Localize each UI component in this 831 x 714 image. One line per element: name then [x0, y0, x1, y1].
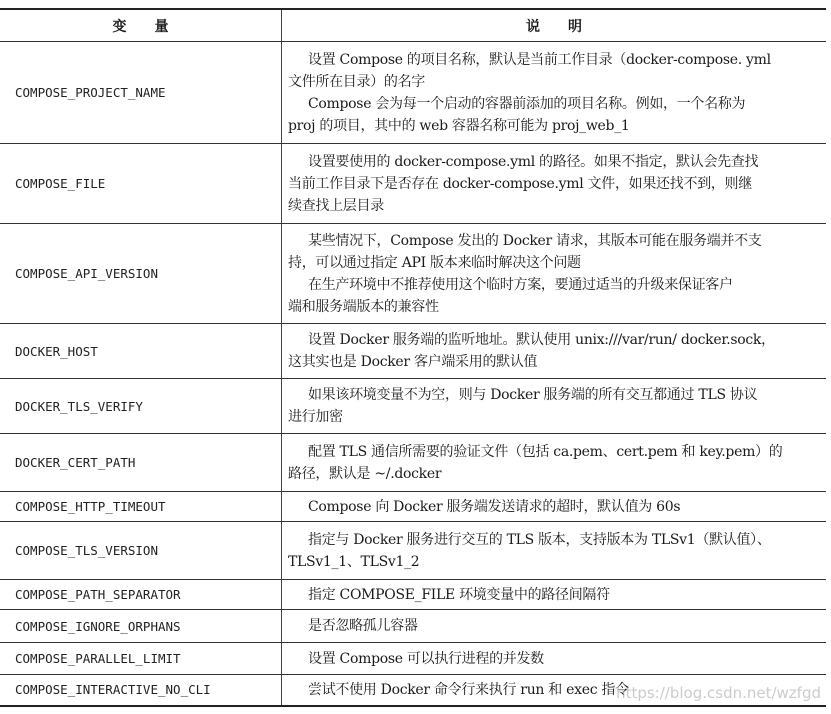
variable-description — [282, 643, 827, 675]
watermark: https://blog.csdn.net/wzfgd — [616, 684, 821, 702]
description-line: 是否忽略孤儿容器 — [308, 618, 418, 634]
description-line: 文件所在目录）的名字 — [288, 73, 425, 90]
table-row — [0, 522, 826, 580]
description-line: 续查找上层目录 — [288, 197, 384, 214]
variable-description — [282, 224, 827, 324]
table-row — [0, 492, 826, 522]
variable-description — [282, 580, 827, 610]
variable-name: DOCKER_HOST — [0, 324, 282, 379]
description-line: 设置要使用的 docker-compose.yml 的路径。如果不指定，默认会先查找 — [308, 153, 759, 170]
variable-description — [282, 379, 827, 434]
variable-description — [282, 324, 827, 379]
description-line: 某些情况下，Compose 发出的 Docker 请求，其版本可能在服务端并不支 — [308, 232, 762, 249]
table-row — [0, 379, 826, 434]
description-line: 端和服务端版本的兼容性 — [288, 298, 439, 315]
description-line: TLSv1_1、TLSv1_2 — [288, 553, 420, 570]
description-line: 配置 TLS 通信所需要的验证文件（包括 ca.pem、cert.pem 和 key.pem）的 — [308, 443, 783, 460]
table-row — [0, 144, 826, 224]
description-line: 这其实也是 Docker 客户端采用的默认值 — [288, 354, 538, 370]
column-header-description: 说 明 — [282, 9, 827, 42]
variable-name: COMPOSE_HTTP_TIMEOUT — [0, 492, 282, 522]
table-row — [0, 434, 826, 492]
variable-name: COMPOSE_PROJECT_NAME — [0, 42, 282, 144]
variable-description — [282, 522, 827, 580]
table-row — [0, 610, 826, 643]
variable-name: COMPOSE_IGNORE_ORPHANS — [0, 610, 282, 643]
variable-name: COMPOSE_API_VERSION — [0, 224, 282, 324]
variable-description — [282, 434, 827, 492]
description-line: 当前工作目录下是否存在 docker-compose.yml 文件，如果还找不到，则继 — [288, 175, 752, 192]
description-line: Compose 向 Docker 服务端发送请求的超时，默认值为 60s — [308, 498, 681, 515]
description-line: 设置 Compose 可以执行进程的并发数 — [308, 650, 544, 667]
env-variable-table — [0, 8, 826, 707]
description-line: proj 的项目，其中的 web 容器名称可能为 proj_web_1 — [288, 117, 630, 134]
description-line: 路径，默认是 ~/.docker — [288, 465, 442, 482]
description-line: 指定 COMPOSE_FILE 环境变量中的路径间隔符 — [308, 586, 610, 603]
variable-description — [282, 42, 827, 144]
variable-name: DOCKER_TLS_VERIFY — [0, 379, 282, 434]
description-line: 在生产环境中不推荐使用这个临时方案，要通过适当的升级来保证客户 — [308, 276, 733, 293]
table-header-row — [0, 9, 826, 42]
table-row — [0, 324, 826, 379]
column-header-variable: 变 量 — [0, 9, 282, 42]
description-line: 设置 Docker 服务端的监听地址。默认使用 unix:///var/run/ docker.sock， — [308, 332, 775, 348]
description-line: 持，可以通过指定 API 版本来临时解决这个问题 — [288, 254, 581, 271]
table-row — [0, 42, 826, 144]
variable-description — [282, 610, 827, 643]
table-row — [0, 643, 826, 675]
variable-name: COMPOSE_TLS_VERSION — [0, 522, 282, 580]
table-row — [0, 224, 826, 324]
variable-description — [282, 144, 827, 224]
variable-name: COMPOSE_PATH_SEPARATOR — [0, 580, 282, 610]
description-line: Compose 会为每一个启动的容器前添加的项目名称。例如，一个名称为 — [308, 95, 746, 112]
variable-description — [282, 492, 827, 522]
description-line: 指定与 Docker 服务进行交互的 TLS 版本，支持版本为 TLSv1（默认值）、 — [308, 531, 771, 548]
description-line: 如果该环境变量不为空，则与 Docker 服务端的所有交互都通过 TLS 协议 — [308, 387, 758, 403]
variable-name: COMPOSE_FILE — [0, 144, 282, 224]
table-row — [0, 580, 826, 610]
description-line: 尝试不使用 Docker 命令行来执行 run 和 exec 指令 — [308, 681, 629, 698]
variable-name: DOCKER_CERT_PATH — [0, 434, 282, 492]
variable-name: COMPOSE_PARALLEL_LIMIT — [0, 643, 282, 675]
description-line: 设置 Compose 的项目名称，默认是当前工作目录（docker-compose. yml — [308, 51, 771, 68]
variable-name: COMPOSE_INTERACTIVE_NO_CLI — [0, 675, 282, 706]
description-line: 进行加密 — [288, 409, 343, 425]
